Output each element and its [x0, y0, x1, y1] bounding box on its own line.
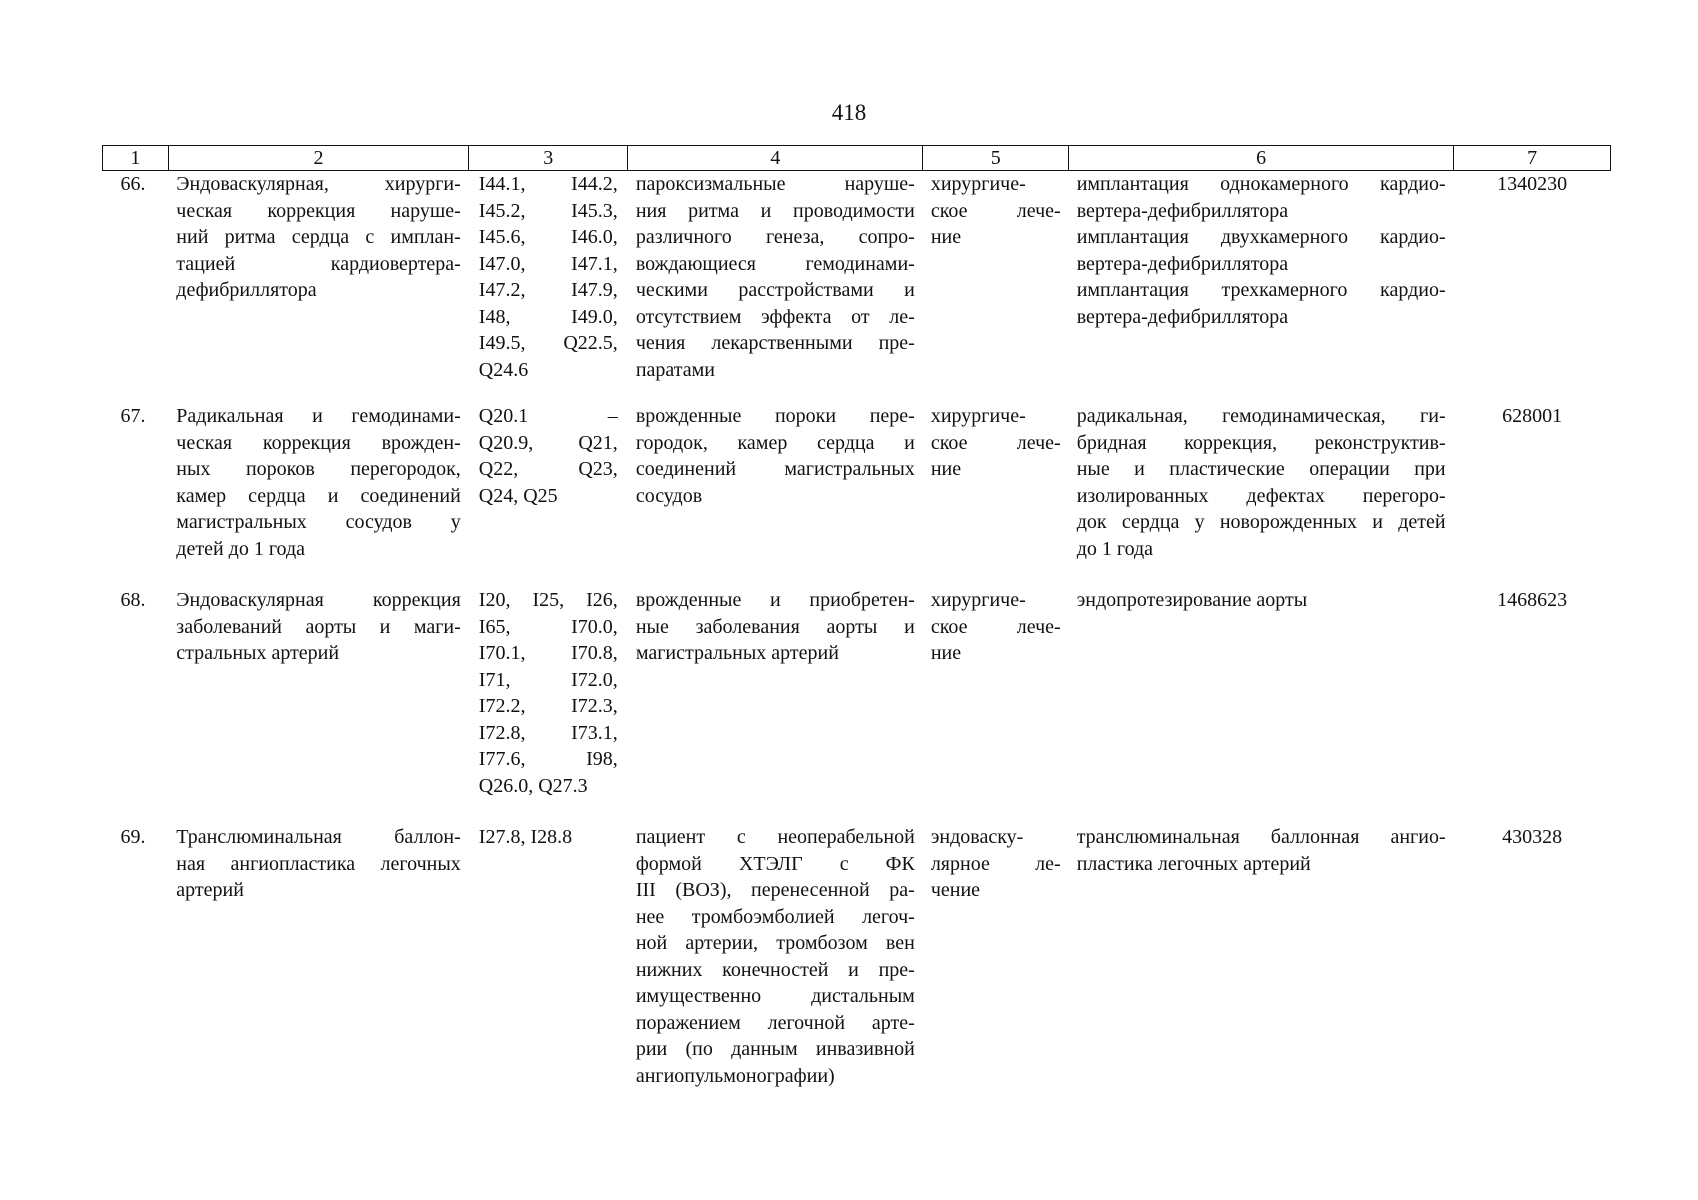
text-line: формой ХТЭЛГ с ФК [635, 852, 915, 875]
text-line: I44.1, I44.2, [478, 173, 618, 195]
text-line: дефибриллятора [176, 279, 317, 301]
price-value: 1340230 [1497, 173, 1568, 195]
text-line: врожденные и приобретен- [635, 589, 915, 611]
icd-codes [469, 171, 628, 404]
text-line: ние [930, 458, 962, 480]
text-line: соединений магистральных [635, 458, 915, 480]
column-number-row [103, 146, 1611, 171]
text-line: хирургиче- [930, 589, 1026, 611]
text-line: вертера-дефибриллятора [1076, 305, 1289, 328]
icd-codes [469, 403, 628, 587]
text-line: пациент с неоперабельной [635, 826, 915, 848]
text-line: I47.2, I47.9, [478, 279, 618, 301]
table-row [103, 824, 1611, 1089]
text-line: магистральных сосудов у [176, 511, 461, 533]
column-header: 1 [103, 146, 169, 171]
text-line: бридная коррекция, реконструктив- [1076, 431, 1446, 454]
service-name [168, 824, 469, 1089]
text-line: ния ритма и проводимости [635, 199, 915, 222]
text-line: Эндоваскулярная, хирурги- [176, 173, 461, 195]
text-line: нее тромбоэмболией легоч- [635, 905, 915, 928]
text-line: сосудов [635, 484, 703, 507]
text-line: I49.5, Q22.5, [478, 332, 618, 354]
text-line: I45.2, I45.3, [478, 199, 618, 222]
text-line: I72.2, I72.3, [478, 695, 618, 717]
text-line: изолированных дефектах перегоро- [1076, 484, 1446, 507]
text-line: ной артерии, тромбозом вен [635, 932, 915, 954]
text-line: I48, I49.0, [478, 305, 618, 328]
text-line: вождающиеся гемодинами- [635, 252, 915, 275]
treatment-type [923, 824, 1069, 1089]
text-line: имплантация трехкамерного кардио- [1076, 279, 1446, 301]
treatment-type [923, 171, 1069, 404]
text-line: Q26.0, Q27.3 [478, 774, 588, 797]
service-name [168, 403, 469, 587]
text-line: I70.1, I70.8, [478, 642, 618, 664]
text-line: эндоваску- [930, 826, 1024, 848]
table-row [103, 587, 1611, 824]
text-line: Радикальная и гемодинами- [176, 405, 461, 427]
table-row [103, 403, 1611, 587]
text-line: I71, I72.0, [478, 668, 618, 691]
text-line: чение [930, 879, 981, 901]
text-line: I77.6, I98, [478, 748, 618, 770]
text-line: ние [930, 226, 962, 248]
text-line: хирургиче- [930, 405, 1026, 427]
text-line: док сердца у новорожденных и детей [1076, 511, 1446, 533]
text-line: магистральных артерий [635, 642, 839, 664]
price-value: 430328 [1502, 826, 1563, 848]
text-line: Эндоваскулярная коррекция [176, 589, 461, 611]
column-header: 4 [628, 146, 923, 171]
treatment-method [1069, 403, 1454, 587]
text-line: лярное ле- [930, 852, 1061, 875]
text-line: ское лече- [930, 431, 1061, 454]
treatment-method [1069, 171, 1454, 404]
text-line: I45.6, I46.0, [478, 226, 618, 248]
service-name [168, 587, 469, 824]
text-line: ское лече- [930, 199, 1061, 222]
column-header: 5 [923, 146, 1069, 171]
text-line: чения лекарственными пре- [635, 332, 915, 354]
text-line: городок, камер сердца и [635, 431, 915, 454]
table-row [103, 171, 1611, 404]
text-line: поражением легочной арте- [635, 1011, 915, 1034]
column-header: 7 [1454, 146, 1611, 171]
row-number: 67. [120, 405, 146, 427]
row-number: 66. [120, 173, 146, 195]
text-line: ные заболевания аорты и [635, 615, 915, 638]
text-line: эндопротезирование аорты [1076, 589, 1308, 611]
text-line: Q24, Q25 [478, 484, 558, 507]
text-line: Q22, Q23, [478, 458, 618, 480]
text-line: III (ВОЗ), перенесенной ра- [635, 879, 915, 901]
text-line: ческими расстройствами и [635, 279, 915, 301]
text-line: ское лече- [930, 615, 1061, 638]
text-line: детей до 1 года [176, 537, 306, 560]
text-line: пароксизмальные наруше- [635, 173, 915, 195]
text-line: хирургиче- [930, 173, 1026, 195]
text-line: врожденные пороки пере- [635, 405, 915, 427]
text-line: ангиопульмонографии) [635, 1064, 835, 1087]
text-line: радикальная, гемодинамическая, ги- [1076, 405, 1446, 427]
text-line: рии (по данным инвазивной [635, 1038, 915, 1060]
patient-condition [628, 171, 923, 404]
text-line: имплантация однокамерного кардио- [1076, 173, 1446, 195]
text-line: тацией кардиовертера- [176, 252, 461, 275]
text-line: ные и пластические операции при [1076, 458, 1446, 480]
text-line: ний ритма сердца с имплан- [176, 226, 461, 248]
text-line: I47.0, I47.1, [478, 252, 618, 275]
patient-condition [628, 403, 923, 587]
treatment-type [923, 587, 1069, 824]
text-line: ческая коррекция наруше- [176, 199, 461, 222]
row-number: 68. [120, 589, 146, 611]
text-line: ческая коррекция врожден- [176, 431, 461, 454]
text-line: вертера-дефибриллятора [1076, 252, 1289, 275]
text-line: стральных артерий [176, 642, 340, 664]
text-line: ние [930, 642, 962, 664]
text-line: I65, I70.0, [478, 615, 618, 638]
text-line: артерий [176, 879, 244, 901]
text-line: I20, I25, I26, [478, 589, 618, 611]
text-line: имплантация двухкамерного кардио- [1076, 226, 1446, 248]
text-line: ных пороков перегородок, [176, 458, 461, 480]
text-line: ная ангиопластика легочных [176, 852, 461, 875]
text-line: нижних конечностей и пре- [635, 958, 915, 981]
text-line: Q20.9, Q21, [478, 431, 618, 454]
text-line: вертера-дефибриллятора [1076, 199, 1289, 222]
page-number: 418 [831, 100, 867, 125]
text-line: Q20.1 – [478, 405, 618, 427]
text-line: различного генеза, сопро- [635, 226, 915, 248]
patient-condition [628, 824, 923, 1089]
text-line: паратами [635, 358, 715, 381]
text-line: заболеваний аорты и маги- [176, 615, 461, 638]
text-line: отсутствием эффекта от ле- [635, 305, 915, 328]
icd-codes [469, 587, 628, 824]
text-line: I72.8, I73.1, [478, 721, 618, 744]
column-header: 3 [469, 146, 628, 171]
services-table [102, 145, 1611, 1089]
price-value: 628001 [1502, 405, 1563, 427]
icd-codes [469, 824, 628, 1089]
column-header: 6 [1069, 146, 1454, 171]
text-line: I27.8, I28.8 [478, 826, 573, 848]
treatment-type [923, 403, 1069, 587]
service-name [168, 171, 469, 404]
row-number: 69. [120, 826, 146, 848]
text-line: камер сердца и соединений [176, 484, 461, 507]
text-line: Транслюминальная баллон- [176, 826, 461, 848]
text-line: транслюминальная баллонная ангио- [1076, 826, 1446, 848]
treatment-method [1069, 824, 1454, 1089]
text-line: до 1 года [1076, 537, 1154, 560]
text-line: пластика легочных артерий [1076, 852, 1311, 875]
text-line: Q24.6 [478, 358, 529, 381]
patient-condition [628, 587, 923, 824]
treatment-method [1069, 587, 1454, 824]
column-header: 2 [168, 146, 469, 171]
price-value: 1468623 [1497, 589, 1568, 611]
text-line: имущественно дистальным [635, 985, 915, 1007]
